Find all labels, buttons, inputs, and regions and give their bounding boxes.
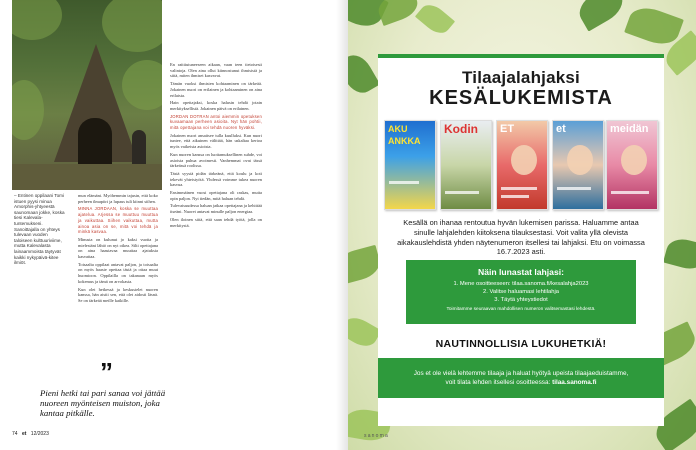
ad-slogan: NAUTINNOLLISIA LUKUHETKIÄ! [435, 338, 607, 350]
paragraph: Ensimmäinen vuosi opettajana oli raskas, mutta opin paljon. Nyt tiedän, mitä haluan tehdä. [170, 190, 262, 201]
magazine-cover-et: ET [496, 120, 548, 210]
photo-caption: – Entinen oppilaani Tomi istuen pyysi minua Amorphis-yhtyeestä saunomaan jokke, koska tiesi Kalevala-tuntemukseni. Sanoittajalla on yhteys tulevaan vuoden taloiseen kulttuuriviime, mutta Kalevalasta lainaammoista täytyvät kaikki nykypäivä-kitee ilmiöt. [14, 193, 65, 266]
paragraph: Kun olet hetkessä ja keskustelet nuoren kanssa, hän aistii sen, että olet aidosti läsnä. Se on tärkeää meille kaikille. [78, 286, 158, 303]
subscribe-line-1: Jos et ole vielä lehtemme tilaaja ja haluat hyötyä upeista tilaajaeduistamme, [413, 370, 629, 377]
subscribe-url[interactable]: tilaa.sanoma.fi [552, 379, 597, 386]
paragraph: Minusta on kulunut jo kaksi vuotta ja mielestäni lähtö on nyt oikea. Silti opettajana on aina haastavaa muuttaa ajatuksia kasvattaa. [78, 236, 158, 260]
paragraph: mun elämäni. Myöhemmin tajusin, että koko perheen ilmapiiri ja lupaus tuli kiinni siihen. [78, 193, 158, 204]
redeem-step-1: 1. Mene osoitteeseen: tilaa.sanoma.fi/kesalahja2023 [453, 281, 589, 287]
hut-doorway [78, 118, 112, 164]
paragraph: Toisaalta oppilaat antavat paljon, ja toisaalta on myös haaste opettaa tästä ja ottaa muut huomioon. Oppilailla on takanaan myös kokemus ja tämä on arvokasta. [78, 261, 158, 284]
redeem-step-3: 3. Täytä yhteystiedot [494, 297, 548, 303]
redeem-step-2: 2. Valitse haluamasi lehtilahja [483, 289, 559, 295]
ad-headline-line-1: Tilaajalahjaksi [462, 68, 580, 87]
subscription-ad-card [378, 54, 664, 426]
page-folio [12, 431, 49, 437]
redeem-note: Toimitamme seuraavan mahdollisen numeron valitsemastasi lehdestä. [446, 307, 596, 312]
article-column-2 [170, 62, 262, 422]
redeem-steps [406, 280, 636, 304]
magazine-cover-meidan: meidän [606, 120, 658, 210]
forest-hut-photo [12, 0, 162, 190]
ad-headline [378, 68, 664, 109]
paragraph: Kun nuoren kanssa on luottamuksellinen suhde, voi asioista puhua avoimesti. Vanhemmat ovat tässä tärkeässä roolissa. [170, 151, 262, 169]
paragraph: Tämän vuoksi ihmisten kohtaaminen on tärkeää. Jokainen nuori on erilainen ja kohtaaminen on aina erilaista. [170, 81, 262, 98]
magazine-cover-et-2: et [552, 120, 604, 210]
magazine-cover-kodin: Kodin [440, 120, 492, 210]
quote-mark-icon: ” [100, 357, 113, 387]
pull-quote: Pieni hetki tai pari sanaa voi jättää nuoreen myönteisen muiston, joka kantaa pitkälle. [40, 388, 166, 418]
issue-number: 12/2023 [30, 431, 49, 437]
redeem-title: Näin lunastat lahjasi: [478, 267, 564, 277]
paragraph: Hain opettajaksi, koska halusin tehdä jotain merkityksellistä. Jokainen päivä on erilainen. [170, 100, 262, 111]
paragraph: MINNA JORDAAN, koska se muuttaa ajatelua. Arjessa se muuttuu muuttua ja vaikuttaa. Siihen vaikuttaa, mutta ainoa asia on se, mitä voi tehdä ja minkä kasvaa. [78, 206, 158, 235]
redeem-instructions-box [406, 260, 636, 324]
paragraph: Jokainen nuori ansaitsee tulla kuulluksi. Kun nuori tuntee, että aikuinen välittää, hän uskaltaa kertoa myös vaikeista asioista. [170, 132, 262, 150]
paragraph: Tästä syystä pidän tärkeänä, että koulu ja koti tekevät yhteistyötä. Yhdessä voimme tukea nuoren kasvua. [170, 170, 262, 188]
spine-shadow [336, 0, 348, 450]
magazine-covers [384, 120, 658, 210]
sanoma-logo: sanoma [364, 433, 389, 439]
magazine-logo: et [21, 431, 27, 437]
page-number: 74 [12, 431, 18, 437]
subscribe-line-2: voit tilata lehden itsellesi osoitteessa: tilaa.sanoma.fi [445, 379, 597, 386]
paragraph: Tulevaisuudessa haluan jatkaa opettajana ja kehittää itseäni. Nuoret antavat minulle paljon energiaa. [170, 203, 262, 215]
subscribe-band [378, 358, 664, 398]
paragraph: En raittiutuneeseen aikaan, vaan teen tietoisesti valintoja. Olen aina ollut kiinnostunut ihmisistä ja siitä, miten ihmiset kasvavat. [170, 62, 262, 79]
advertisement-page [348, 0, 696, 450]
paragraph: Olen iloinen siitä, että saan tehdä työtä, jolla on merkitystä. [170, 216, 262, 228]
ad-headline-line-2: KESÄLUKEMISTA [429, 87, 613, 109]
magazine-cover-aku-ankka: AKU ANKKA [384, 120, 436, 210]
ad-body-text: Kesällä on ihanaa rentoutua hyvän lukemisen parissa. Haluamme antaa sinulle lahjalehden kiitoksena tilauksestasi. Voit valita yllä olevista aikakauslehdistä yhden näytenumeron itsellesi tai lahjaksi. Etu on voimassa 16.7.2023 asti. [397, 218, 645, 257]
article-column-1 [78, 193, 158, 408]
paragraph: JORDAN DOTRAN antoi aiemmin opetuksen kuvaamaan perheen asioita. Nyt hän pohtii, mitä opettajana voi tehdä nuoren hyväksi. [170, 113, 262, 131]
